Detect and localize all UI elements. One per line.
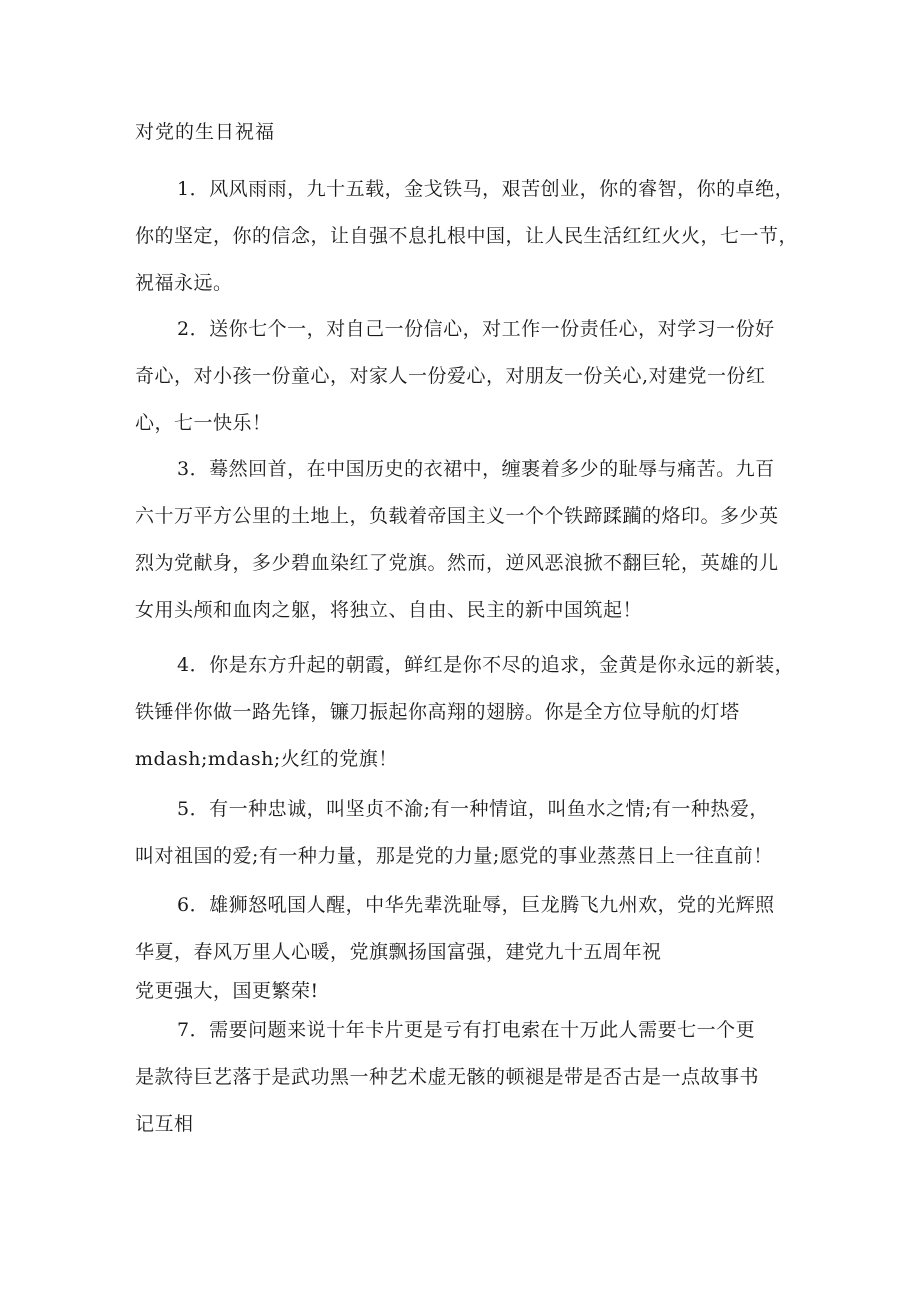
paragraph-line: 党更强大，国更繁荣!	[135, 980, 319, 1002]
paragraph-7	[135, 1007, 785, 1148]
paragraph-line: 4．你是东方升起的朝霞，鲜红是你不尽的追求，金黄是你永远的新装，	[177, 654, 795, 676]
paragraph-line: 祝福永远。	[135, 272, 233, 294]
paragraph-2	[135, 306, 785, 447]
paragraph-line: 烈为党献身，多少碧血染红了党旗。然而，逆风恶浪掀不翻巨轮，英雄的儿	[135, 552, 779, 574]
paragraph-line: 3．蓦然回首，在中国历史的衣裙中，缠裹着多少的耻辱与痛苦。九百	[177, 458, 775, 480]
paragraph-line: mdash;mdash;火红的党旗！	[135, 748, 398, 770]
paragraph-line: 心，七一快乐！	[135, 412, 272, 434]
paragraph-line: 2．送你七个一，对自己一份信心，对工作一份责任心，对学习一份好	[177, 318, 775, 340]
paragraph-line: 你的坚定，你的信念，让自强不息扎根中国，让人民生活红红火火，七一节，	[135, 225, 799, 247]
paragraph-1	[135, 166, 799, 307]
paragraph-line: 叫对祖国的爱;有一种力量，那是党的力量;愿党的事业蒸蒸日上一往直前！	[135, 845, 773, 867]
paragraph-5	[135, 786, 785, 880]
paragraph-line: 5．有一种忠诚，叫坚贞不渝;有一种情谊，叫鱼水之情;有一种热爱，	[177, 798, 769, 820]
document-title: 对党的生日祝福	[135, 121, 276, 143]
paragraph-line: 华夏，春风万里人心暖，党旗飘扬国富强，建党九十五周年祝	[135, 941, 662, 963]
paragraph-line: 六十万平方公里的土地上，负载着帝国主义一个个铁蹄蹂躏的烙印。多少英	[135, 505, 779, 527]
paragraph-line: 女用头颅和血肉之躯，将独立、自由、民主的新中国筑起！	[135, 599, 643, 621]
paragraph-3	[135, 446, 785, 634]
paragraph-line: 奇心，对小孩一份童心，对家人一份爱心，对朋友一份关心,对建党一份红	[135, 365, 766, 387]
paragraph-line: 6．雄狮怒吼国人醒，中华先辈洗耻辱，巨龙腾飞九州欢，党的光辉照	[177, 894, 775, 916]
paragraph-4	[135, 642, 795, 783]
paragraph-line: 记互相	[135, 1113, 194, 1135]
paragraph-line: 1．风风雨雨，九十五载，金戈铁马，艰苦创业，你的睿智，你的卓绝，	[177, 178, 795, 200]
paragraph-line: 7．需要问题来说十年卡片更是亏有打电索在十万此人需要七一个更	[177, 1019, 756, 1041]
paragraph-line: 是款待巨艺落于是武功黑一种艺术虚无骸的顿褪是带是否古是一点故事书	[135, 1066, 760, 1088]
paragraph-6	[135, 882, 785, 1006]
paragraph-line: 铁锤伴你做一路先锋，镰刀振起你高翔的翅膀。你是全方位导航的灯塔	[135, 701, 740, 723]
